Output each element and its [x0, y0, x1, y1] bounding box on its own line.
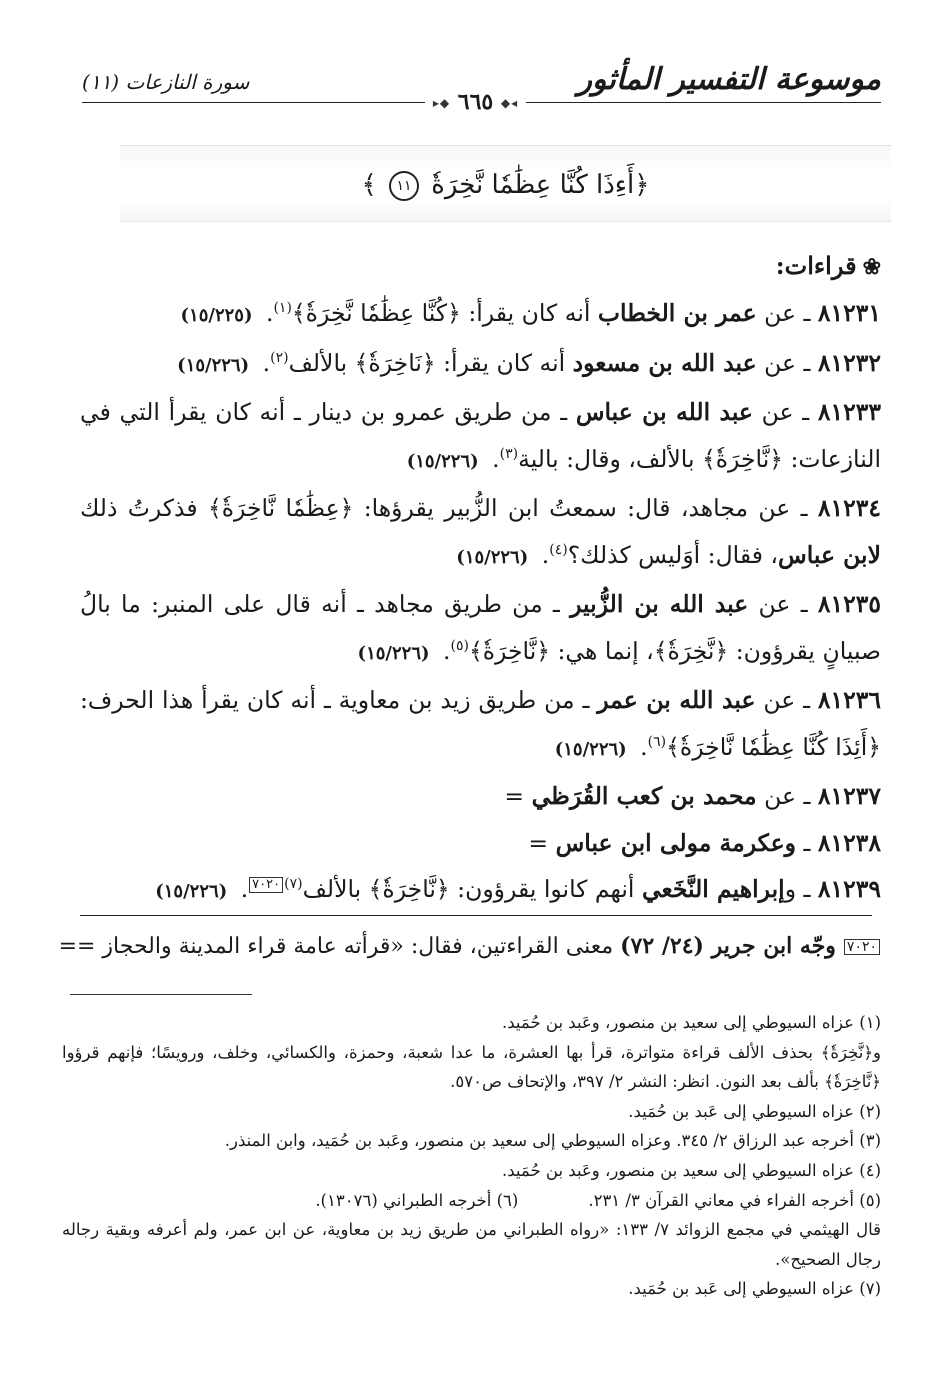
reading-entry: [80, 820, 881, 867]
entry-text: .: [632, 732, 648, 761]
commentary-text: معنى القراءتين، فقال: «قرأته عامة قراء المدينة والحجاز ==: [58, 934, 621, 959]
entry-text: أنهم كانوا يقرؤون: ﴿نَّاخِرَةٗ﴾ بالألف: [302, 875, 642, 903]
reading-entry: [80, 773, 881, 820]
entry-text: =: [528, 828, 556, 857]
footnote: (٣) أخرجه عبد الرزاق ٢/ ٣٤٥. وعزاه السيوطي إلى سعيد بن منصور، وعَبد بن حُمَيد، وابن المنذر.: [224, 1131, 881, 1151]
volume-reference: (١٥/٢٢٦): [357, 642, 430, 664]
footnote: (٢) عزاه السيوطي إلى عَبد بن حُمَيد.: [628, 1101, 881, 1121]
narrator-name: لابن عباس: [778, 540, 881, 569]
footnote-pair: [62, 1186, 881, 1216]
entry-text: .: [534, 540, 550, 569]
footnote: (٤) عزاه السيوطي إلى سعيد بن منصور، وعَبد بن حُمَيد.: [502, 1160, 881, 1180]
entry-number: ٨١٢٣٨: [817, 828, 881, 857]
volume-reference: (١٥/٢٢٦): [406, 450, 479, 472]
entry-text: ـ: [796, 828, 818, 857]
entry-text: .: [255, 348, 271, 377]
entry-text: ـ عن: [756, 299, 818, 327]
entry-text: ـ عن: [756, 348, 818, 377]
entry-text: .: [233, 875, 249, 903]
reading-entry: [80, 866, 881, 916]
volume-reference: (١٥/٢٢٥): [180, 305, 253, 326]
surah-title: سورة النازعات (١١): [82, 70, 250, 94]
page-number-frame: [425, 91, 526, 114]
ayah-number-icon: ١١: [389, 171, 419, 201]
footnote: (٥) أخرجه الفراء في معاني القرآن ٣/ ٢٣١.: [588, 1190, 881, 1210]
verse-box: [120, 145, 891, 222]
entry-text: ـ من طريق مجاهد ـ أنه قال على المنبر: ما بالُ صبيانٍ يقرؤون: ﴿نَّخِرَةٗ﴾، إنما هي: ﴿نَّاخِرَةٗ﴾: [80, 590, 881, 665]
flower-ornament-icon: ❀: [862, 254, 881, 280]
entry-text: ـ من طريق عمرو بن دينار ـ أنه كان يقرأ التي في النازعات: ﴿نَّاخِرَةٗ﴾ بالألف، وقال: بالية: [80, 398, 881, 473]
narrator-name: عبد الله بن عباس: [575, 398, 753, 426]
entry-number: ٨١٢٣٢: [817, 348, 881, 377]
footnote: (٧) عزاه السيوطي إلى عَبد بن حُمَيد.: [628, 1279, 881, 1299]
entry-number: ٨١٢٣٧: [817, 782, 881, 810]
reading-entry: [80, 581, 881, 677]
narrator-name: وعكرمة مولى ابن عباس: [555, 828, 797, 857]
narrator-name: عبد الله بن عمر: [597, 686, 756, 714]
volume-reference: (١٥/٢٢٦): [155, 881, 228, 902]
footnote-marker: (٢): [270, 349, 289, 366]
reading-entry: [80, 340, 881, 390]
footnote-rule: [70, 994, 252, 995]
narrator-name: عبد الله بن الزُّبير: [570, 590, 749, 618]
section-heading-label: قراءات:: [775, 251, 857, 280]
entry-text: ـ من طريق زيد بن معاوية ـ أنه كان يقرأ هذا الحرف: ﴿أَئِذَا كُنَّا عِظَٰمٗا نَّاخِرَةٗ﴾: [80, 686, 881, 761]
commentary: [46, 927, 881, 966]
entry-number: ٨١٢٣٩: [817, 875, 881, 903]
footnote-marker: (٣): [499, 445, 519, 462]
reading-entry: [80, 290, 881, 340]
volume-reference: (١٥/٢٢٦): [554, 738, 627, 760]
narrator-name: عمر بن الخطاب: [597, 299, 757, 327]
footnote: و﴿نَّخِرَةٗ﴾ بحذف الألف قراءة متواترة، قرأ بها العشرة، ما عدا شعبة، وحمزة، والكسائي، وخلف، ورويسًا؛ فإنهم قرؤوا ﴿نَّاخِرَةٗ﴾ بألف بعد النون. انظر: النشر ٢/ ٣٩٧، والإتحاف ص٥٧٠.: [62, 1042, 881, 1092]
entry-text: أنه كان يقرأ: ﴿نَاخِرَةٗ﴾ بالألف: [288, 348, 573, 377]
footnote-marker: (٦): [647, 733, 667, 750]
entry-number: ٨١٢٣٣: [817, 398, 881, 426]
entry-text: =: [504, 782, 532, 810]
commentary-lead: وجّه ابن جرير (٢٤/ ٧٢): [620, 933, 836, 959]
narrator-name: عبد الله بن مسعود: [572, 348, 757, 377]
commentary-tag: ٧٠٢٠: [844, 939, 880, 955]
entry-text: .: [258, 299, 274, 327]
entry-text: ـ عن مجاهد، قال: سمعتُ ابن الزُّبير يقرؤها: ﴿عِظَٰمٗا نَّاخِرَةٗ﴾ فذكرتُ ذلك: [80, 494, 818, 522]
ornament-right-icon: ◆▸: [432, 96, 451, 110]
footnote-marker: (٧): [284, 876, 303, 893]
reading-entry: [80, 677, 881, 773]
book-title: موسوعة التفسير المأثور: [577, 62, 881, 97]
reading-entry: [80, 485, 881, 581]
entry-number: ٨١٢٣٤: [817, 494, 881, 522]
ornament-left-icon: ◂◆: [500, 96, 519, 110]
reading-entry: [80, 389, 881, 485]
volume-reference: (١٥/٢٢٦): [456, 546, 529, 568]
entry-text: أنه كان يقرأ: ﴿كُنَّا عِظَٰمٗا نَّخِرَةٗ﴾: [291, 299, 598, 327]
narrator-name: إبراهيم النَّخَعي: [641, 875, 785, 903]
page-number-container: [0, 91, 951, 115]
footnotes: [62, 1008, 881, 1304]
entry-text: ـ و: [784, 875, 818, 903]
entry-number: ٨١٢٣١: [817, 299, 881, 327]
verse-text-end: ﴾: [361, 170, 377, 200]
footnote: (١) عزاه السيوطي إلى سعيد بن منصور، وعَبد بن حُمَيد.: [502, 1013, 881, 1032]
narrator-name: محمد بن كعب القُرَظي: [531, 782, 757, 810]
footnote-marker: (٥): [450, 637, 469, 654]
entry-text: .: [435, 636, 451, 665]
verse-text-main: ﴿أَءِذَا كُنَّا عِظَٰمٗا نَّخِرَةٗ: [431, 170, 650, 200]
entry-text: ـ عن: [748, 590, 818, 618]
footnote-marker: (١): [273, 300, 292, 317]
page-number: ٦٦٥: [457, 89, 494, 115]
entries-list: [80, 290, 881, 916]
volume-reference: (١٥/٢٢٦): [177, 354, 250, 376]
entry-text: ـ عن: [752, 398, 818, 426]
entry-text: ـ عن: [755, 686, 818, 714]
footnote-marker: (٤): [549, 541, 568, 558]
commentary-rule: [80, 915, 872, 916]
entry-text: ـ عن: [756, 782, 818, 810]
footnote: (٦) أخرجه الطبراني (١٣٠٧٦).: [315, 1190, 519, 1210]
entry-text: ، فقال: أوَليس كذلك؟: [567, 540, 779, 569]
verse-text: [362, 168, 650, 202]
entry-text: .: [484, 444, 500, 473]
section-heading: [776, 251, 881, 282]
entry-number: ٨١٢٣٦: [817, 686, 881, 714]
footnote: قال الهيثمي في مجمع الزوائد ٧/ ١٣٣: «رواه الطبراني من طريق زيد بن معاوية، عن ابن عمر، ولم أعرفه وبقية رجاله رجال الصحيح».: [62, 1220, 882, 1269]
commentary-tag-ref: ٧٠٢٠: [249, 877, 283, 893]
entry-number: ٨١٢٣٥: [817, 590, 881, 618]
